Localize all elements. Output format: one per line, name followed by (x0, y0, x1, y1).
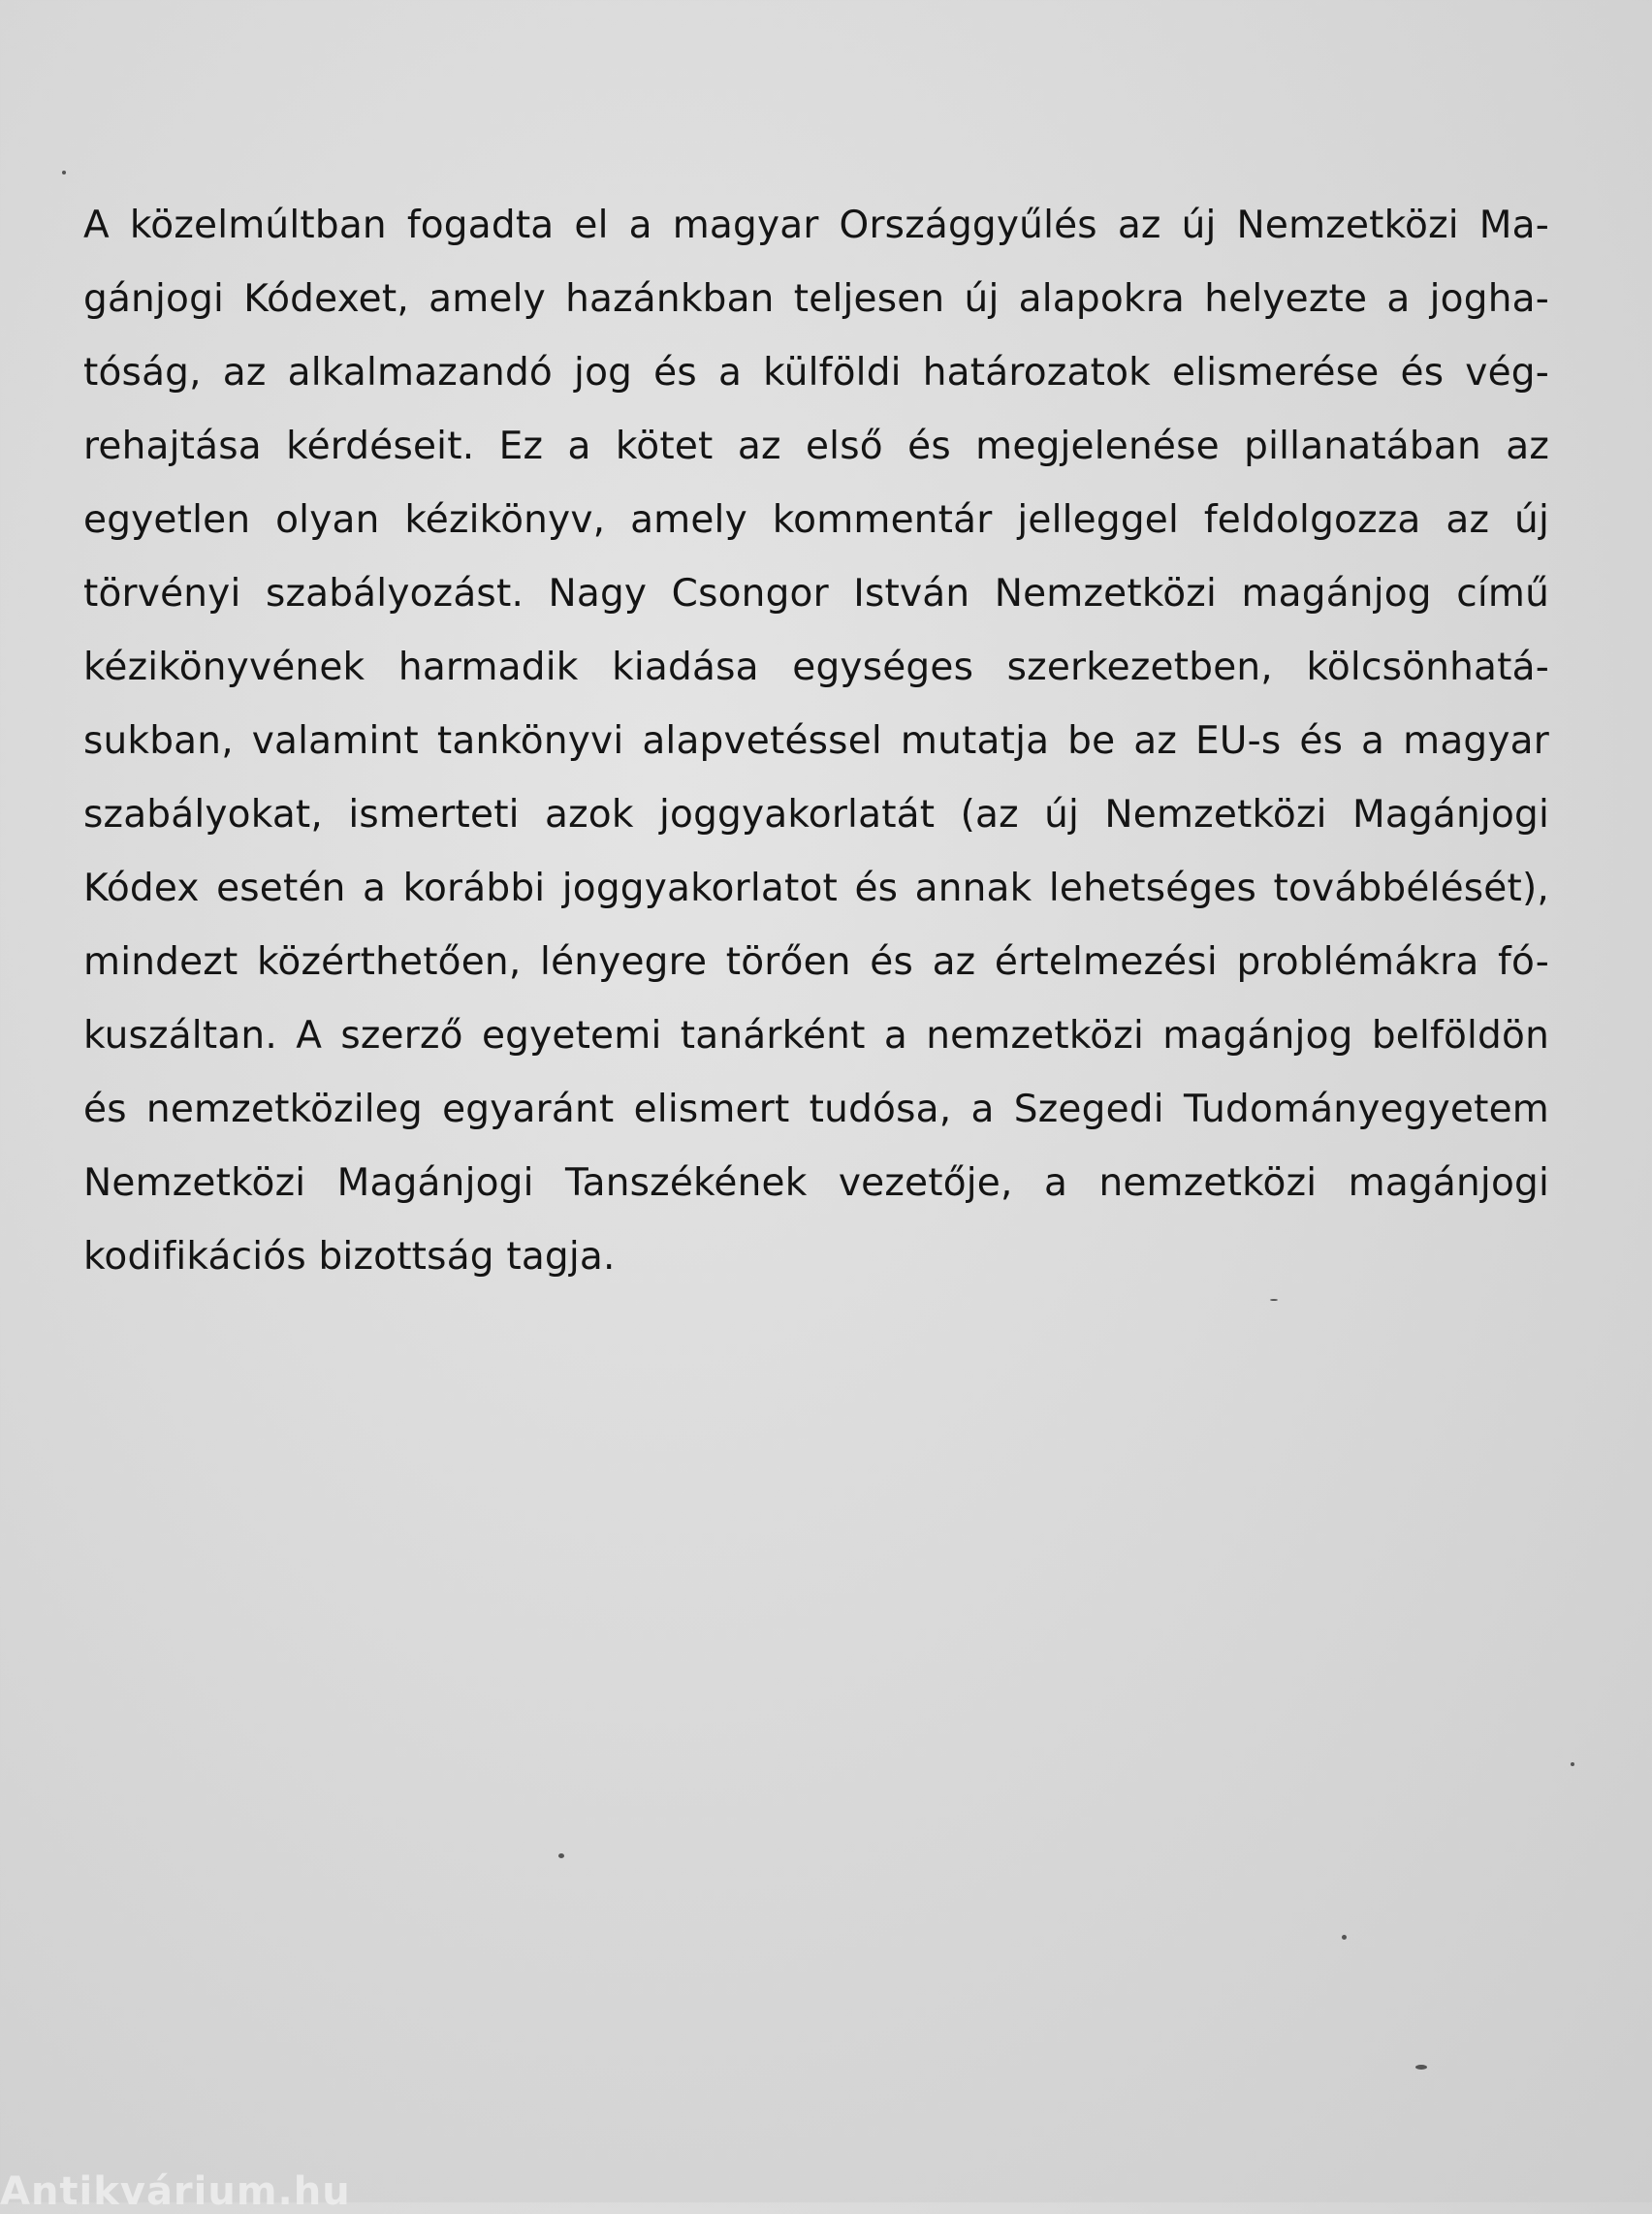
blurb-line: Nemzetközi Magánjogi Tanszékének vezetője, a nemzetközi magánjogi (83, 1161, 1549, 1205)
blurb-line: Kódex esetén a korábbi joggyakorlatot és annak lehetséges továbbélését), (83, 867, 1549, 910)
blurb-line: rehajtása kérdéseit. Ez a kötet az első és megjelenése pillanatában az (83, 425, 1549, 468)
blurb-line: gánjogi Kódexet, amely hazánkban teljesen új alapokra helyezte a jogha- (83, 277, 1549, 321)
blurb-line: törvényi szabályozást. Nagy Csongor István Nemzetközi magánjog című (83, 572, 1549, 616)
back-cover-blurb (83, 189, 1549, 1294)
blurb-line: kodifikációs bizottság tagja. (83, 1235, 616, 1279)
blurb-line: kuszáltan. A szerző egyetemi tanárként a nemzetközi magánjog belföldön (83, 1014, 1549, 1058)
blurb-line: sukban, valamint tankönyvi alapvetéssel mutatja be az EU-s és a magyar (83, 719, 1549, 763)
blurb-line: kézikönyvének harmadik kiadása egységes szerkezetben, kölcsönhatá- (83, 646, 1549, 689)
blurb-line: mindezt közérthetően, lényegre törően és az értelmezési problémákra fó- (83, 940, 1549, 984)
blurb-line: és nemzetközileg egyaránt elismert tudósa, a Szegedi Tudományegyetem (83, 1088, 1549, 1131)
blurb-line: A közelmúltban fogadta el a magyar Országgyűlés az új Nemzetközi Ma- (83, 204, 1549, 247)
dust-speck (1415, 2065, 1427, 2070)
blurb-line: szabályokat, ismerteti azok joggyakorlatát (az új Nemzetközi Magánjogi (83, 793, 1549, 837)
dust-speck (558, 1853, 564, 1858)
watermark: Antikvárium.hu (0, 2169, 351, 2214)
dust-speck (62, 171, 66, 174)
dust-speck (1270, 1299, 1278, 1301)
blurb-line: tóság, az alkalmazandó jog és a külföldi határozatok elismerése és vég- (83, 351, 1549, 395)
dust-speck (1342, 1935, 1347, 1940)
dust-speck (1571, 1762, 1574, 1766)
blurb-line: egyetlen olyan kézikönyv, amely kommentár jelleggel feldolgozza az új (83, 498, 1549, 542)
